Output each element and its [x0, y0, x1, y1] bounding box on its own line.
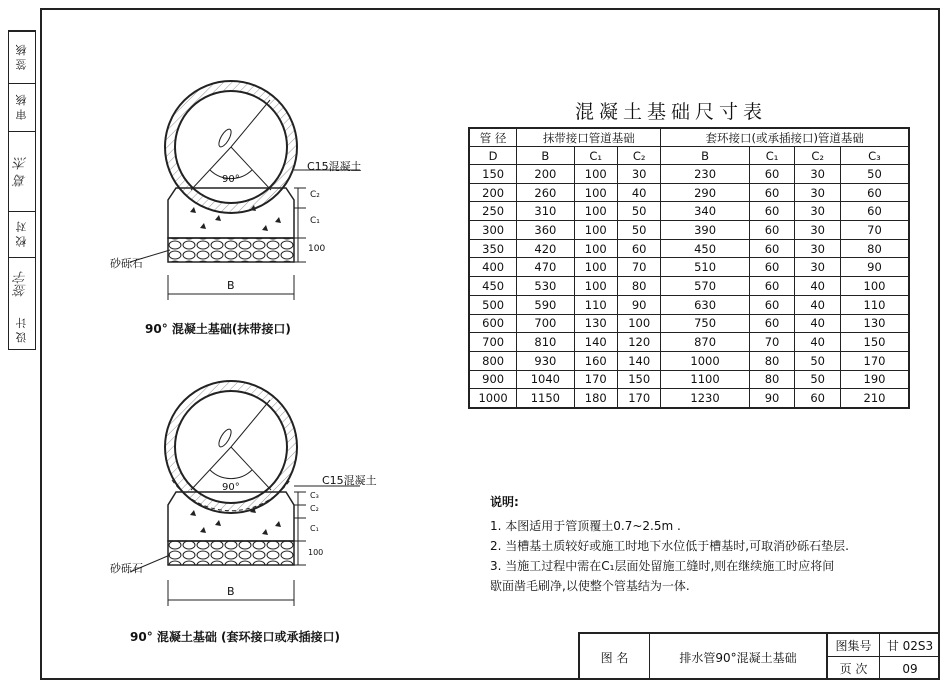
table-cell: 900	[469, 370, 517, 389]
top-concrete-label: C15混凝土	[307, 160, 362, 173]
table-body	[469, 165, 909, 409]
bottom-dim-c1: C₁	[310, 524, 319, 533]
table-cell: 40	[795, 277, 841, 296]
bottom-gravel-layer	[168, 541, 294, 565]
note-item: 歇面凿毛刷净,以使整个管基结为一体.	[490, 579, 690, 593]
table-row	[469, 333, 909, 352]
table-cell: 930	[517, 351, 574, 370]
table-cell: 70	[840, 221, 909, 240]
table-cell: 50	[840, 165, 909, 184]
table-cell: 140	[617, 351, 660, 370]
table-cell: 170	[574, 370, 617, 389]
table-cell: 290	[661, 183, 749, 202]
table-cell: 110	[840, 295, 909, 314]
header-sub-6: C₃	[840, 147, 909, 165]
notes-section	[490, 492, 849, 596]
title-block	[578, 632, 940, 680]
table-cell: 110	[574, 295, 617, 314]
table-cell: 340	[661, 202, 749, 221]
table-cell: 450	[661, 239, 749, 258]
header-pipe-d: D	[469, 147, 517, 165]
table-cell: 100	[574, 202, 617, 221]
table-row	[469, 258, 909, 277]
header-sub-1: C₁	[574, 147, 617, 165]
table-cell: 30	[795, 258, 841, 277]
table-cell: 30	[795, 183, 841, 202]
table-cell: 400	[469, 258, 517, 277]
side-cell-review: 审 核	[9, 83, 35, 131]
top-dim-100: 100	[308, 244, 326, 254]
table-cell: 30	[795, 239, 841, 258]
header-group-collar-joint: 套环接口(或承插接口)管道基础	[661, 128, 909, 147]
table-row	[469, 183, 909, 202]
table-title: 混凝土基础尺寸表	[575, 101, 768, 123]
table-cell: 130	[574, 314, 617, 333]
table-header-row-2	[469, 147, 909, 165]
table-cell: 1230	[661, 389, 749, 408]
table-cell: 60	[840, 183, 909, 202]
header-group-band-joint: 抹带接口管道基础	[517, 128, 661, 147]
table-cell: 30	[795, 165, 841, 184]
table-row	[469, 221, 909, 240]
table-cell: 450	[469, 277, 517, 296]
side-cell-check: 校 对	[9, 211, 35, 257]
table-cell: 30	[617, 165, 660, 184]
atlas-label: 图集号	[828, 634, 880, 657]
atlas-value: 甘 02S3	[880, 634, 940, 657]
table-cell: 40	[795, 295, 841, 314]
table-cell: 590	[517, 295, 574, 314]
table-cell: 70	[617, 258, 660, 277]
table-cell: 360	[517, 221, 574, 240]
table-cell: 170	[840, 351, 909, 370]
table-cell: 60	[795, 389, 841, 408]
table-cell: 350	[469, 239, 517, 258]
title-name-label: 图 名	[580, 634, 650, 680]
table-cell: 90	[617, 295, 660, 314]
table-cell: 200	[469, 183, 517, 202]
table-row	[469, 165, 909, 184]
table-cell: 100	[574, 239, 617, 258]
bottom-concrete-label: C15混凝土	[322, 474, 377, 487]
table-cell: 30	[795, 221, 841, 240]
top-width-label: B	[227, 279, 235, 292]
table-cell: 60	[749, 314, 795, 333]
table-cell: 100	[574, 258, 617, 277]
table-cell: 50	[617, 202, 660, 221]
table-cell: 40	[795, 314, 841, 333]
table-cell: 630	[661, 295, 749, 314]
top-dim-c2: C₂	[310, 190, 320, 200]
table-cell: 210	[840, 389, 909, 408]
bottom-dim-c3: C₃	[310, 491, 319, 500]
table-cell: 470	[517, 258, 574, 277]
bottom-gravel-label: 砂砾石	[110, 562, 143, 575]
table-cell: 100	[574, 277, 617, 296]
table-cell: 90	[749, 389, 795, 408]
table-cell: 570	[661, 277, 749, 296]
table-cell: 60	[749, 165, 795, 184]
table-cell: 800	[469, 351, 517, 370]
table-cell: 160	[574, 351, 617, 370]
table-cell: 60	[840, 202, 909, 221]
table-cell: 150	[617, 370, 660, 389]
top-figure	[130, 81, 360, 300]
header-sub-0: B	[517, 147, 574, 165]
table-row	[469, 239, 909, 258]
table-cell: 100	[617, 314, 660, 333]
table-cell: 60	[749, 239, 795, 258]
side-cell-design: 设 计	[15, 317, 28, 343]
table-cell: 60	[749, 202, 795, 221]
bottom-figure-caption: 90° 混凝土基础 (套环接口或承插接口)	[130, 630, 341, 644]
table-row	[469, 314, 909, 333]
bottom-dim-c2: C₂	[310, 504, 319, 513]
title-name-value: 排水管90°混凝土基础	[650, 634, 828, 680]
table-cell: 150	[840, 333, 909, 352]
table-cell: 50	[795, 370, 841, 389]
table-cell: 870	[661, 333, 749, 352]
table-cell: 50	[617, 221, 660, 240]
table-cell: 90	[840, 258, 909, 277]
header-sub-2: C₂	[617, 147, 660, 165]
bottom-figure	[130, 381, 360, 606]
table-row	[469, 351, 909, 370]
table-cell: 390	[661, 221, 749, 240]
header-pipe-diameter: 管 径	[469, 128, 517, 147]
table-cell: 1150	[517, 389, 574, 408]
table-cell: 100	[574, 165, 617, 184]
top-gravel-layer	[168, 238, 294, 262]
page-label: 页 次	[828, 657, 880, 680]
table-cell: 80	[749, 351, 795, 370]
table-cell: 60	[749, 221, 795, 240]
table-cell: 60	[617, 239, 660, 258]
top-gravel-label: 砂砾石	[110, 257, 143, 270]
table-header-row-1	[469, 128, 909, 147]
note-item: 2. 当槽基土质较好或施工时地下水位低于槽基时,可取消砂砾石垫层.	[490, 539, 849, 553]
table-cell: 60	[749, 277, 795, 296]
notes-list	[490, 516, 849, 596]
table-cell: 140	[574, 333, 617, 352]
side-cell-signature-2: 签字	[9, 257, 35, 311]
header-sub-4: C₁	[749, 147, 795, 165]
table-cell: 100	[840, 277, 909, 296]
bottom-dim-100: 100	[308, 548, 324, 557]
table-cell: 700	[469, 333, 517, 352]
table-cell: 60	[749, 183, 795, 202]
table-row	[469, 389, 909, 408]
table-cell: 100	[574, 183, 617, 202]
note-item: 1. 本图适用于管顶覆土0.7~2.5m .	[490, 519, 681, 533]
top-dim-c1: C₁	[310, 216, 320, 226]
table-row	[469, 277, 909, 296]
table-cell: 500	[469, 295, 517, 314]
table-row	[469, 202, 909, 221]
table-cell: 40	[617, 183, 660, 202]
table-cell: 130	[840, 314, 909, 333]
table-cell: 150	[469, 165, 517, 184]
table-cell: 1000	[661, 351, 749, 370]
table-cell: 700	[517, 314, 574, 333]
header-sub-5: C₂	[795, 147, 841, 165]
table-cell: 80	[749, 370, 795, 389]
table-row	[469, 295, 909, 314]
table-cell: 310	[517, 202, 574, 221]
table-cell: 810	[517, 333, 574, 352]
table-cell: 190	[840, 370, 909, 389]
table-cell: 80	[840, 239, 909, 258]
table-cell: 300	[469, 221, 517, 240]
table-cell: 200	[517, 165, 574, 184]
bottom-angle-label: 90°	[222, 482, 240, 493]
table-cell: 80	[617, 277, 660, 296]
table-cell: 120	[617, 333, 660, 352]
side-cell-approve: 签 核	[9, 31, 35, 83]
table-cell: 510	[661, 258, 749, 277]
table-cell: 50	[795, 351, 841, 370]
page-value: 09	[902, 661, 918, 676]
table-cell: 530	[517, 277, 574, 296]
table-cell: 230	[661, 165, 749, 184]
table-cell: 60	[749, 258, 795, 277]
table-cell: 750	[661, 314, 749, 333]
top-figure-caption: 90° 混凝土基础(抹带接口)	[145, 322, 291, 336]
note-item: 3. 当施工过程中需在C₁层面处留施工缝时,则在继续施工时应将间	[490, 559, 835, 573]
table-cell: 60	[749, 295, 795, 314]
table-cell: 70	[749, 333, 795, 352]
table-cell: 170	[617, 389, 660, 408]
table-row	[469, 370, 909, 389]
table-cell: 1000	[469, 389, 517, 408]
table-cell: 180	[574, 389, 617, 408]
table-cell: 1040	[517, 370, 574, 389]
table-cell: 420	[517, 239, 574, 258]
header-sub-3: B	[661, 147, 749, 165]
side-cell-signature-1: 葛 杰	[9, 131, 35, 211]
bottom-width-label: B	[227, 585, 235, 598]
bottom-concrete-base	[168, 492, 294, 541]
table-cell: 100	[574, 221, 617, 240]
table-cell: 40	[795, 333, 841, 352]
table-cell: 30	[795, 202, 841, 221]
table-cell: 600	[469, 314, 517, 333]
top-angle-label: 90°	[222, 174, 240, 185]
table-cell: 250	[469, 202, 517, 221]
table-cell: 1100	[661, 370, 749, 389]
dimension-table	[468, 127, 910, 409]
notes-heading: 说明:	[490, 495, 519, 509]
table-cell: 260	[517, 183, 574, 202]
